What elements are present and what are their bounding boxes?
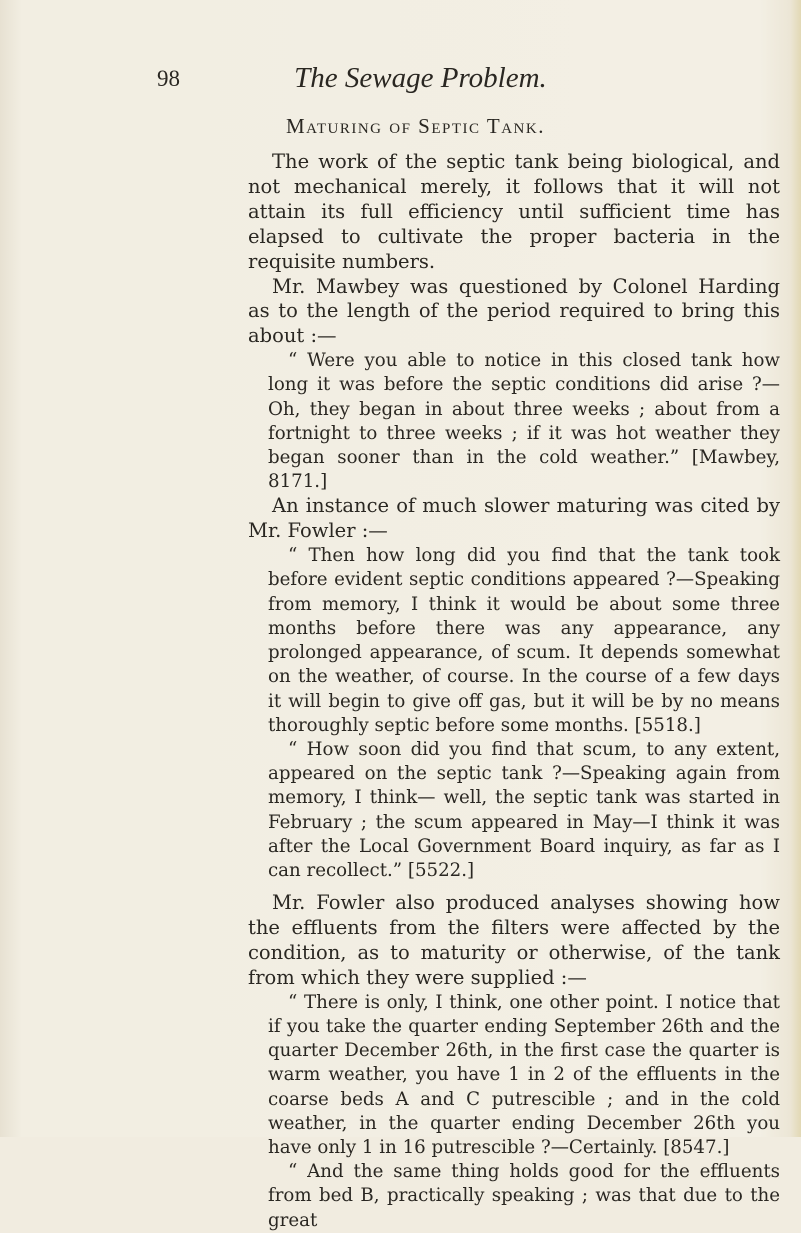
body-text bbox=[248, 150, 780, 1233]
page-header bbox=[0, 62, 801, 102]
quote-fowler-5522: “ How soon did you find that scum, to any extent, appeared on the septic tank ?—Speaking again from memory, I think— well, the septic tank was started in February ; the scum appeared in May—I think it was after the Local Government Board inquiry, as far as I can recollect.” [5522.] bbox=[268, 738, 780, 881]
running-title: The Sewage Problem. bbox=[294, 62, 547, 94]
paragraph-fowler-instance: An instance of much slower maturing was cited by Mr. Fowler :— bbox=[248, 494, 780, 543]
quote-fowler-continued: “ And the same thing holds good for the effluents from bed B, practically speaking ; was that due to the great bbox=[268, 1161, 780, 1231]
quote-fowler-8547: “ There is only, I think, one other point. I notice that if you take the quarter ending September 26th and the quarter December 26th, in the first case the quarter is warm weather, you have 1 in 2 of the effluents in the coarse beds A and C putrescible ; and in the cold weather, in the quarter ending December 26th you have only 1 in 16 putrescible ?—Certainly. [8547.] bbox=[268, 991, 780, 1158]
paragraph-fowler-analyses: Mr. Fowler also produced analyses showing how the effluents from the filters were affected by the condition, as to maturity or otherwise, of the tank from which they were supplied :— bbox=[248, 891, 780, 989]
quote-fowler-5518: “ Then how long did you find that the tank took before evident septic conditions appeared ?—Speaking from memory, I think it would be about some three months before there was any appearance, any prolonged appearance, of scum. It depends somewhat on the weather, of course. In the course of a few days it will begin to give off gas, but it will be by no means thoroughly septic before some months. [5518.] bbox=[268, 545, 780, 736]
section-heading: Maturing of Septic Tank. bbox=[286, 114, 545, 138]
paragraph-intro: The work of the septic tank being biological, and not mechanical merely, it follows that it will not attain its full efficiency until sufficient time has elapsed to cultivate the proper bacteria in the requisite numbers. bbox=[248, 150, 780, 273]
paragraph-mawbey-question: Mr. Mawbey was questioned by Colonel Harding as to the length of the period required to bring this about :— bbox=[248, 274, 780, 348]
quote-mawbey: “ Were you able to notice in this closed tank how long it was before the septic conditions did arise ?—Oh, they began in about three weeks ; about from a fortnight to three weeks ; if it was hot weather they began sooner than in the cold weather.” [Mawbey, 8171.] bbox=[268, 350, 780, 493]
page-number: 98 bbox=[157, 66, 180, 91]
